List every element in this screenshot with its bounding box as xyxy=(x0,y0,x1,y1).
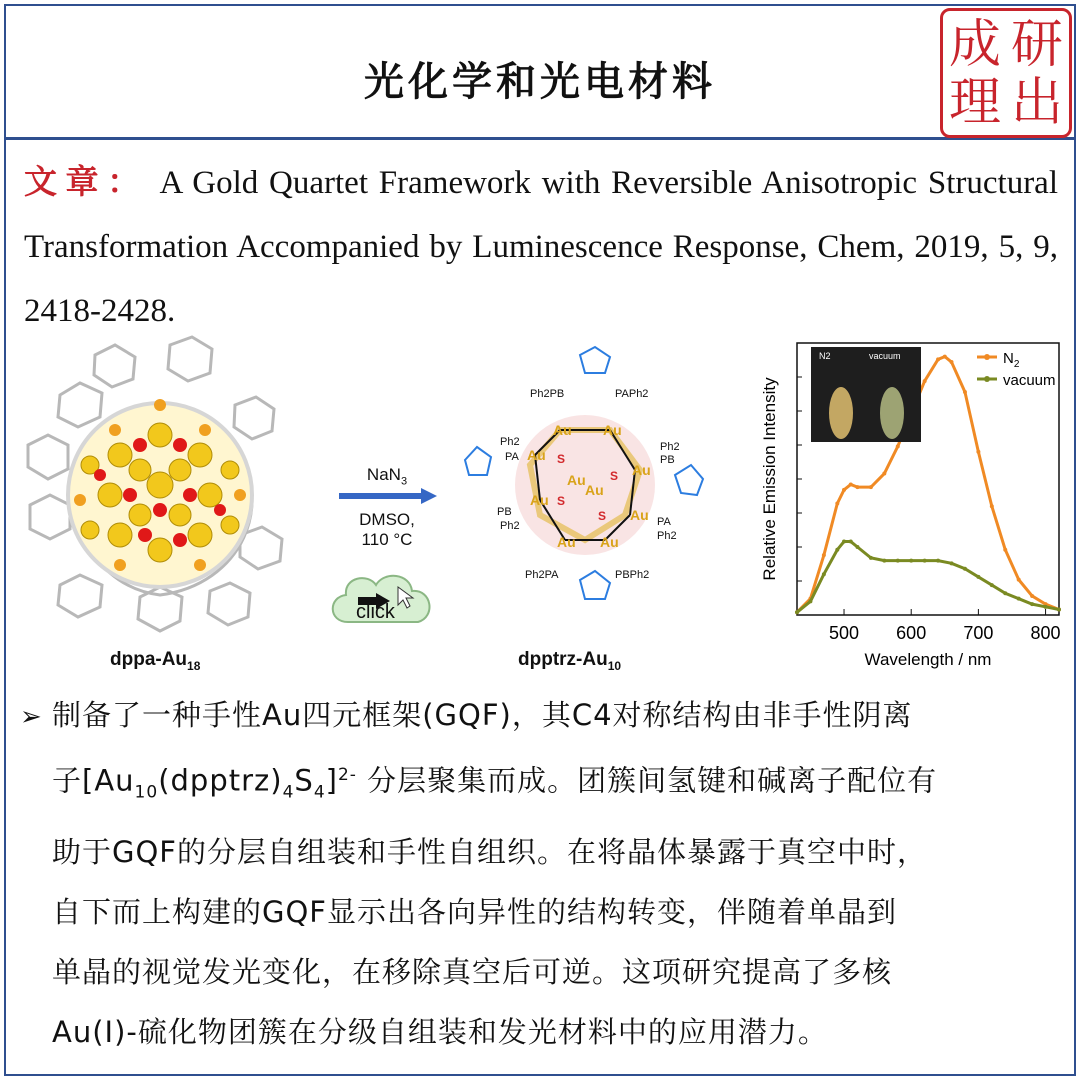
x-axis-label: Wavelength / nm xyxy=(864,650,992,669)
inset-vial-n2 xyxy=(829,387,853,439)
data-point xyxy=(976,575,980,579)
reagent-label: NaN xyxy=(366,465,401,484)
svg-text:Au: Au xyxy=(527,447,546,463)
data-point xyxy=(896,559,900,563)
data-point xyxy=(1057,608,1061,612)
data-point xyxy=(882,472,886,476)
au10-cluster-image xyxy=(435,335,735,645)
svg-text:Ph2: Ph2 xyxy=(657,530,677,542)
click-label: click xyxy=(356,601,395,623)
data-point xyxy=(842,488,846,492)
x-tick-label: 600 xyxy=(896,623,927,643)
svg-text:Au: Au xyxy=(600,534,619,550)
data-point xyxy=(1003,591,1007,595)
data-point xyxy=(1030,602,1034,606)
seal-char: 理 xyxy=(948,73,1001,133)
svg-text:Au: Au xyxy=(553,422,572,438)
svg-text:Au: Au xyxy=(630,507,649,523)
y-axis-label: Relative Emission Intensity xyxy=(760,377,779,581)
svg-text:S: S xyxy=(557,494,566,508)
data-point xyxy=(822,553,826,557)
seal-char: 成 xyxy=(948,15,1001,75)
bullet-arrow-icon: ➢ xyxy=(20,702,42,732)
svg-text:Au: Au xyxy=(557,534,576,550)
data-point xyxy=(1030,594,1034,598)
svg-text:Ph2: Ph2 xyxy=(500,436,520,448)
data-point xyxy=(990,583,994,587)
data-point xyxy=(855,485,859,489)
header-bar xyxy=(4,4,1076,140)
data-point xyxy=(976,450,980,454)
data-point xyxy=(1017,578,1021,582)
au18-cluster-image xyxy=(20,335,290,645)
summary-line: 制备了一种手性Au四元框架(GQF)，其C4对称结构由非手性阴离 xyxy=(52,698,913,732)
svg-text:Ph2: Ph2 xyxy=(500,520,520,532)
summary-line: 助于GQF的分层自组装和手性自组织。在将晶体暴露于真空中时， xyxy=(52,835,927,870)
data-point xyxy=(849,540,853,544)
data-point xyxy=(795,610,799,614)
data-point xyxy=(869,556,873,560)
data-point xyxy=(1044,605,1048,609)
svg-text:Ph2PA: Ph2PA xyxy=(525,569,559,581)
x-tick-label: 700 xyxy=(963,623,994,643)
data-point xyxy=(950,360,954,364)
data-point xyxy=(855,545,859,549)
data-point xyxy=(943,355,947,359)
svg-text:PBPh2: PBPh2 xyxy=(615,569,650,581)
seal-char: 研 xyxy=(1010,15,1063,75)
svg-text:PB: PB xyxy=(660,454,675,466)
legend-marker xyxy=(984,376,990,382)
data-point xyxy=(909,559,913,563)
data-point xyxy=(835,548,839,552)
data-point xyxy=(923,379,927,383)
data-point xyxy=(990,504,994,508)
article-citation xyxy=(24,150,1058,343)
svg-text:S: S xyxy=(557,452,566,466)
svg-text:PAPh2: PAPh2 xyxy=(615,388,649,400)
data-point xyxy=(835,501,839,505)
cluster-caption-left: dppa-$Au_{18}$ xyxy=(110,649,201,673)
summary-line: 单晶的视觉发光变化，在移除真空后可逆。这项研究提高了多核 xyxy=(52,955,893,990)
data-point xyxy=(923,559,927,563)
solvent-label: DMSO, xyxy=(359,510,415,530)
svg-text:Au: Au xyxy=(567,472,586,488)
data-point xyxy=(1017,597,1021,601)
inset-label-vacuum: vacuum xyxy=(869,351,901,361)
svg-text:PA: PA xyxy=(657,516,671,528)
article-label: 文章： xyxy=(24,162,149,201)
data-point xyxy=(1003,548,1007,552)
x-tick-label: 800 xyxy=(1030,623,1061,643)
svg-text:Au: Au xyxy=(632,462,651,478)
temperature-label: 110 °C xyxy=(361,530,413,550)
cluster-caption-middle: dpptrz-$Au_{10}$ xyxy=(518,649,622,673)
svg-text:Au: Au xyxy=(585,482,604,498)
svg-text:Ph2: Ph2 xyxy=(660,441,680,453)
emission-chart xyxy=(735,335,1065,680)
inset-vial-vacuum xyxy=(880,387,904,439)
article-text: A Gold Quartet Framework with Reversible Anisotropic Structural Transformation Accompanied by Luminescence Response, Chem, 2019, 5, 9, 2418-2428. xyxy=(24,165,1058,329)
data-point xyxy=(950,561,954,565)
data-point xyxy=(963,567,967,571)
svg-text:Au: Au xyxy=(530,492,549,508)
summary-line: 子$[Au_{10}(dpptrz)_4S_4]^{2-}$ 分层聚集而成。团簇间氢键和碱离子配位有 xyxy=(52,763,938,803)
graphical-abstract xyxy=(20,335,1065,680)
reaction-arrow-icon xyxy=(337,487,437,505)
legend-marker xyxy=(984,354,990,360)
seal-char: 出 xyxy=(1010,73,1063,133)
summary-text xyxy=(52,685,1072,1062)
summary-line: 自下而上构建的GQF显示出各向异性的结构转变，伴随着单晶到 xyxy=(52,895,897,930)
x-tick-label: 500 xyxy=(829,623,860,643)
data-point xyxy=(808,599,812,603)
svg-text:Au: Au xyxy=(603,422,622,438)
data-point xyxy=(822,572,826,576)
svg-text:S: S xyxy=(610,469,619,483)
series-line-vacuum xyxy=(797,542,1059,613)
svg-text:PA: PA xyxy=(505,451,519,463)
data-point xyxy=(896,444,900,448)
data-point xyxy=(936,559,940,563)
data-point xyxy=(963,390,967,394)
summary-line: Au(I)-硫化物团簇在分级自组装和发光材料中的应用潜力。 xyxy=(52,1015,828,1050)
data-point xyxy=(936,357,940,361)
legend-label: $N_2$ xyxy=(1003,350,1020,370)
svg-text:S: S xyxy=(598,509,607,523)
data-point xyxy=(842,540,846,544)
legend-label: vacuum xyxy=(1003,372,1056,389)
data-point xyxy=(882,559,886,563)
page-title: 光化学和光电材料 xyxy=(364,59,716,105)
data-point xyxy=(869,485,873,489)
svg-text:Ph2PB: Ph2PB xyxy=(530,388,565,400)
inset-photo xyxy=(811,347,921,442)
data-point xyxy=(849,482,853,486)
svg-text:PB: PB xyxy=(497,506,512,518)
reaction-conditions: NaN$_3$ DMSO, 110 °C xyxy=(332,465,442,550)
inset-label-n2: N2 xyxy=(819,351,831,361)
seal-logo xyxy=(940,8,1072,138)
